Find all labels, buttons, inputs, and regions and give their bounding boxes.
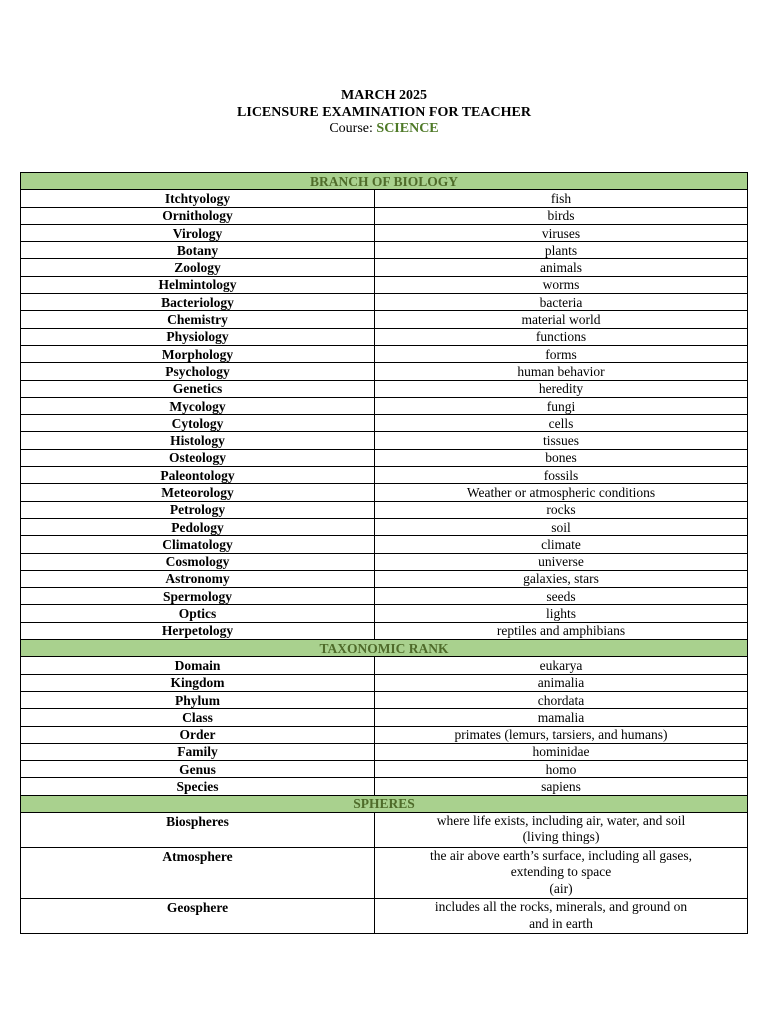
- term-cell: Genetics: [21, 380, 375, 397]
- description-cell: animals: [375, 259, 748, 276]
- term-cell: Species: [21, 778, 375, 795]
- description-cell: tissues: [375, 432, 748, 449]
- table-row: [21, 743, 748, 760]
- table-row: [21, 380, 748, 397]
- description-cell: galaxies, stars: [375, 570, 748, 587]
- description-cell: bones: [375, 449, 748, 466]
- table-row: [21, 674, 748, 691]
- term-cell: Order: [21, 726, 375, 743]
- term-cell: Helmintology: [21, 276, 375, 293]
- term-cell: Genus: [21, 761, 375, 778]
- description-cell: animalia: [375, 674, 748, 691]
- description-cell: hominidae: [375, 743, 748, 760]
- term-cell: Kingdom: [21, 674, 375, 691]
- table-row: [21, 622, 748, 639]
- description-cell: fossils: [375, 467, 748, 484]
- table-row: [21, 363, 748, 380]
- term-cell: Cosmology: [21, 553, 375, 570]
- term-cell: Geosphere: [21, 899, 375, 934]
- description-line: the air above earth’s surface, including all gases,: [429, 847, 693, 863]
- course-value: SCIENCE: [376, 121, 439, 136]
- term-cell: Physiology: [21, 328, 375, 345]
- term-cell: Itchtyology: [21, 190, 375, 207]
- term-cell: Chemistry: [21, 311, 375, 328]
- term-cell: Biospheres: [21, 812, 375, 847]
- description-cell: bacteria: [375, 294, 748, 311]
- description-cell: functions: [375, 328, 748, 345]
- table-row: [21, 605, 748, 622]
- description-cell: seeds: [375, 588, 748, 605]
- term-cell: Mycology: [21, 397, 375, 414]
- description-cell: heredity: [375, 380, 748, 397]
- table-row: [21, 190, 748, 207]
- term-cell: Morphology: [21, 345, 375, 362]
- table-row: [21, 432, 748, 449]
- description-cell: worms: [375, 276, 748, 293]
- description-cell: rocks: [375, 501, 748, 518]
- description-line: where life exists, including air, water, and soil: [436, 812, 686, 828]
- table-row: [21, 536, 748, 553]
- description-line: includes all the rocks, minerals, and ground on: [434, 899, 688, 915]
- term-cell: Pedology: [21, 518, 375, 535]
- section-title: BRANCH OF BIOLOGY: [21, 173, 748, 190]
- description-line: (living things): [522, 829, 600, 845]
- term-cell: Petrology: [21, 501, 375, 518]
- table-row: [21, 812, 748, 847]
- term-cell: Herpetology: [21, 622, 375, 639]
- term-cell: Paleontology: [21, 467, 375, 484]
- description-cell: climate: [375, 536, 748, 553]
- table-row: [21, 449, 748, 466]
- table-row: [21, 484, 748, 501]
- table-row: [21, 242, 748, 259]
- table-row: [21, 518, 748, 535]
- description-cell: soil: [375, 518, 748, 535]
- description-cell: mamalia: [375, 709, 748, 726]
- description-line: extending to space: [510, 864, 612, 880]
- term-cell: Climatology: [21, 536, 375, 553]
- term-cell: Domain: [21, 657, 375, 674]
- table-row: [21, 345, 748, 362]
- term-cell: Bacteriology: [21, 294, 375, 311]
- description-cell: homo: [375, 761, 748, 778]
- description-cell: plants: [375, 242, 748, 259]
- term-cell: Histology: [21, 432, 375, 449]
- table-row: [21, 415, 748, 432]
- description-line: (air): [549, 880, 573, 896]
- table-row: [21, 224, 748, 241]
- table-row: [21, 691, 748, 708]
- term-cell: Cytology: [21, 415, 375, 432]
- table-row: [21, 778, 748, 795]
- description-cell: universe: [375, 553, 748, 570]
- table-row: [21, 588, 748, 605]
- table-row: [21, 294, 748, 311]
- term-cell: Osteology: [21, 449, 375, 466]
- table-row: [21, 847, 748, 899]
- description-cell: human behavior: [375, 363, 748, 380]
- term-cell: Meteorology: [21, 484, 375, 501]
- term-cell: Atmosphere: [21, 847, 375, 899]
- description-cell: reptiles and amphibians: [375, 622, 748, 639]
- term-cell: Optics: [21, 605, 375, 622]
- course-line: [0, 121, 768, 138]
- description-cell: birds: [375, 207, 748, 224]
- description-cell: fungi: [375, 397, 748, 414]
- term-cell: Astronomy: [21, 570, 375, 587]
- section-title: TAXONOMIC RANK: [21, 640, 748, 657]
- term-cell: Botany: [21, 242, 375, 259]
- reviewer-table: [20, 172, 748, 934]
- description-cell: chordata: [375, 691, 748, 708]
- document-header: [0, 88, 768, 138]
- table-row: [21, 207, 748, 224]
- section-title: SPHERES: [21, 795, 748, 812]
- table-row: [21, 570, 748, 587]
- term-cell: Ornithology: [21, 207, 375, 224]
- table-row: [21, 259, 748, 276]
- term-cell: Spermology: [21, 588, 375, 605]
- description-cell: eukarya: [375, 657, 748, 674]
- section-header-spheres: [21, 795, 748, 812]
- table-row: [21, 899, 748, 934]
- description-cell: [375, 847, 748, 899]
- term-cell: Class: [21, 709, 375, 726]
- table-row: [21, 328, 748, 345]
- table-row: [21, 709, 748, 726]
- course-label: Course:: [329, 121, 377, 136]
- section-header-taxonomic: [21, 640, 748, 657]
- reviewer-table-body: [21, 173, 748, 934]
- description-cell: forms: [375, 345, 748, 362]
- description-cell: sapiens: [375, 778, 748, 795]
- description-cell: [375, 899, 748, 934]
- table-row: [21, 553, 748, 570]
- term-cell: Psychology: [21, 363, 375, 380]
- description-cell: material world: [375, 311, 748, 328]
- description-cell: viruses: [375, 224, 748, 241]
- description-cell: lights: [375, 605, 748, 622]
- table-row: [21, 397, 748, 414]
- table-row: [21, 657, 748, 674]
- description-cell: cells: [375, 415, 748, 432]
- table-row: [21, 726, 748, 743]
- description-cell: Weather or atmospheric conditions: [375, 484, 748, 501]
- description-line: and in earth: [529, 915, 593, 931]
- table-row: [21, 501, 748, 518]
- table-row: [21, 467, 748, 484]
- description-cell: fish: [375, 190, 748, 207]
- table-row: [21, 311, 748, 328]
- term-cell: Phylum: [21, 691, 375, 708]
- exam-date: MARCH 2025: [341, 88, 427, 103]
- table-row: [21, 761, 748, 778]
- description-cell: [375, 812, 748, 847]
- description-cell: primates (lemurs, tarsiers, and humans): [375, 726, 748, 743]
- term-cell: Virology: [21, 224, 375, 241]
- table-row: [21, 276, 748, 293]
- section-header-branch: [21, 173, 748, 190]
- term-cell: Zoology: [21, 259, 375, 276]
- exam-title: LICENSURE EXAMINATION FOR TEACHER: [237, 104, 531, 120]
- term-cell: Family: [21, 743, 375, 760]
